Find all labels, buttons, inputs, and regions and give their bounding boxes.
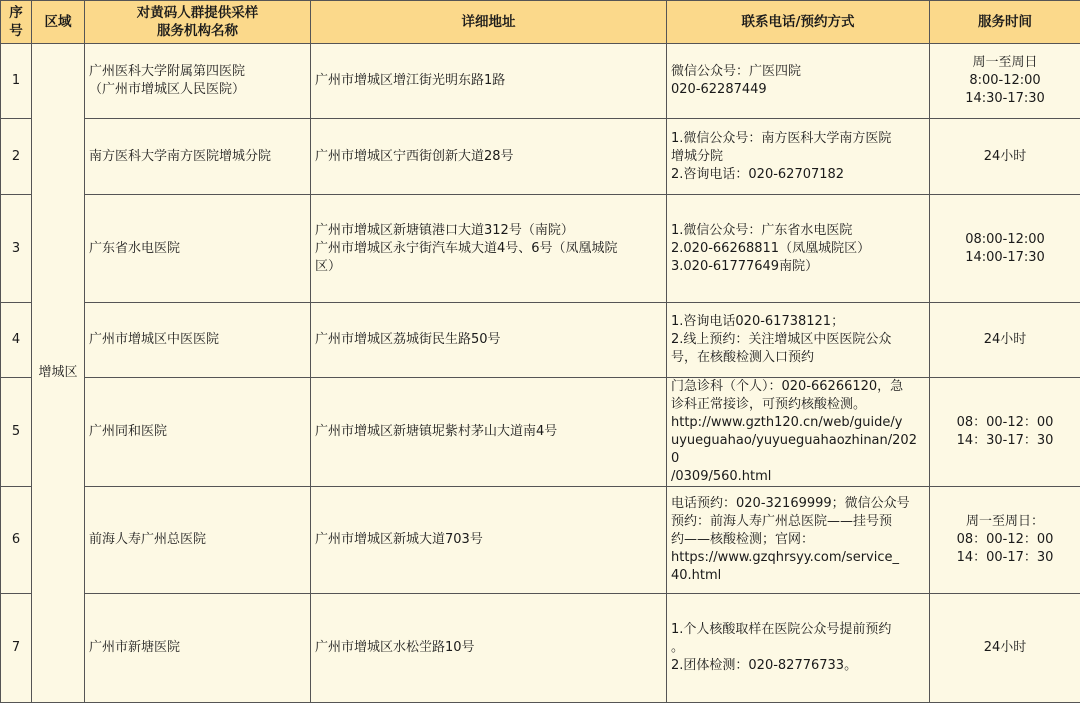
header-address: 详细地址 — [311, 1, 667, 44]
cell-address-line: 广州市增城区水松坣路10号 — [315, 640, 475, 655]
cell-contact-line: 1.微信公众号：南方医科大学南方医院 — [671, 130, 892, 146]
cell-address-line: 广州市增城区新塘镇坭紫村茅山大道南4号 — [315, 424, 558, 439]
cell-contact-line: /0309/560.html — [671, 469, 772, 484]
cell-contact-line: 2.团体检测：020-82776733。 — [671, 658, 858, 673]
cell-hours — [930, 119, 1080, 195]
table-row — [1, 378, 1080, 487]
cell-hours-line: 24小时 — [983, 640, 1027, 655]
cell-address — [311, 195, 667, 303]
cell-seq: 4 — [1, 303, 32, 378]
cell-contact-line: 约——核酸检测；官网： — [671, 532, 815, 547]
cell-contact-line: uyueguahao/yuyueguahaozhinan/2020 — [671, 433, 917, 466]
cell-address-line: 区） — [315, 258, 342, 274]
cell-address-line: 广州市增城区新塘镇港口大道312号（南院） — [315, 222, 574, 238]
table-row — [1, 303, 1080, 378]
cell-name — [85, 195, 311, 303]
table-row — [1, 487, 1080, 594]
cell-contact-line: 电话预约：020-32169999；微信公众号 — [671, 496, 910, 511]
cell-address — [311, 378, 667, 487]
cell-name — [85, 119, 311, 195]
cell-contact-line: 2.020-66268811（凤凰城院区） — [671, 240, 871, 256]
cell-hours — [930, 195, 1080, 303]
cell-hours-line: 14:00-17:30 — [965, 249, 1045, 265]
cell-hours-line: 08:00-12:00 — [965, 231, 1045, 247]
cell-hours-line: 08：00-12：00 — [956, 532, 1054, 547]
cell-address-line: 广州市增城区永宁街汽车城大道4号、6号（凤凰城院 — [315, 240, 618, 256]
cell-contact-line: 1.个人核酸取样在医院公众号提前预约 — [671, 622, 892, 637]
cell-contact-line: 。 — [671, 640, 685, 655]
cell-hours-line: 周一至周日： — [965, 514, 1044, 529]
cell-contact-line: 1.微信公众号：广东省水电医院 — [671, 222, 853, 238]
cell-contact-line: 3.020-61777649南院） — [671, 258, 819, 274]
cell-region: 增城区 — [32, 44, 85, 703]
cell-name-line: 广州市新塘医院 — [89, 640, 181, 655]
header-hours: 服务时间 — [930, 1, 1080, 44]
cell-contact-line: 2.咨询电话：020-62707182 — [671, 166, 845, 182]
cell-contact-line: 门急诊科（个人）：020-66266120，急 — [671, 379, 904, 394]
cell-contact-line: http://www.gzth120.cn/web/guide/y — [671, 415, 903, 430]
cell-address-line: 广州市增城区宁西街创新大道28号 — [315, 148, 514, 164]
cell-contact — [667, 119, 930, 195]
cell-hours-line: 14：00-17：30 — [956, 550, 1054, 565]
header-seq: 序号 — [1, 1, 32, 44]
cell-contact-line: 40.html — [671, 568, 722, 583]
cell-name-line: 前海人寿广州总医院 — [89, 532, 207, 547]
cell-seq: 7 — [1, 594, 32, 703]
cell-name — [85, 594, 311, 703]
cell-address — [311, 487, 667, 594]
cell-hours-line: 14：30-17：30 — [956, 433, 1054, 448]
cell-contact-line: 020-62287449 — [671, 82, 767, 97]
table-row — [1, 195, 1080, 303]
cell-contact — [667, 44, 930, 119]
cell-address-line: 广州市增城区荔城街民生路50号 — [315, 332, 501, 347]
header-contact: 联系电话/预约方式 — [667, 1, 930, 44]
header-name-line1: 对黄码人群提供采样 — [136, 5, 259, 21]
cell-seq: 3 — [1, 195, 32, 303]
cell-contact-line: 诊科正常接诊，可预约核酸检测。 — [671, 397, 867, 412]
cell-hours-line: 08：00-12：00 — [956, 415, 1054, 430]
cell-hours-line: 8:00-12:00 — [969, 73, 1041, 88]
table-row — [1, 44, 1080, 119]
header-region: 区域 — [32, 1, 85, 44]
cell-contact — [667, 303, 930, 378]
cell-hours — [930, 594, 1080, 703]
header-row — [1, 1, 1080, 44]
cell-name — [85, 487, 311, 594]
cell-address-line: 广州市增城区新城大道703号 — [315, 532, 483, 547]
cell-address — [311, 303, 667, 378]
cell-contact — [667, 378, 930, 487]
cell-address — [311, 44, 667, 119]
cell-hours — [930, 44, 1080, 119]
cell-seq: 1 — [1, 44, 32, 119]
cell-contact — [667, 487, 930, 594]
cell-contact-line: 微信公众号：广医四院 — [671, 64, 802, 79]
cell-name-line: 广州医科大学附属第四医院 — [89, 64, 246, 79]
table-row — [1, 594, 1080, 703]
cell-hours-line: 14:30-17:30 — [965, 91, 1045, 106]
cell-name-line: 广东省水电医院 — [89, 240, 181, 256]
cell-address-line: 广州市增城区增江街光明东路1路 — [315, 73, 506, 88]
table-row — [1, 119, 1080, 195]
cell-seq: 5 — [1, 378, 32, 487]
cell-hours — [930, 487, 1080, 594]
cell-contact-line: 2.线上预约：关注增城区中医医院公众 — [671, 332, 892, 347]
cell-hours-line: 24小时 — [983, 332, 1027, 347]
cell-name — [85, 378, 311, 487]
cell-name-line: （广州市增城区人民医院） — [89, 82, 246, 97]
cell-hours-line: 周一至周日 — [972, 55, 1038, 70]
cell-name — [85, 44, 311, 119]
header-name-line2: 服务机构名称 — [157, 23, 238, 39]
cell-name-line: 广州同和医院 — [89, 424, 168, 439]
cell-hours — [930, 303, 1080, 378]
cell-address — [311, 119, 667, 195]
cell-contact-line: 号，在核酸检测入口预约 — [671, 350, 815, 365]
cell-contact — [667, 594, 930, 703]
cell-contact-line: 预约：前海人寿广州总医院——挂号预 — [671, 514, 893, 529]
cell-address — [311, 594, 667, 703]
cell-contact-line: https://www.gzqhrsyy.com/service_ — [671, 550, 899, 565]
cell-contact — [667, 195, 930, 303]
cell-contact-line: 增城分院 — [671, 148, 724, 164]
cell-name-line: 南方医科大学南方医院增城分院 — [89, 148, 272, 164]
cell-hours — [930, 378, 1080, 487]
cell-name — [85, 303, 311, 378]
cell-contact-line: 1.咨询电话020-61738121； — [671, 314, 845, 329]
cell-hours-line: 24小时 — [983, 148, 1027, 164]
cell-seq: 6 — [1, 487, 32, 594]
cell-seq: 2 — [1, 119, 32, 195]
header-name — [85, 1, 311, 44]
cell-name-line: 广州市增城区中医医院 — [89, 332, 220, 347]
